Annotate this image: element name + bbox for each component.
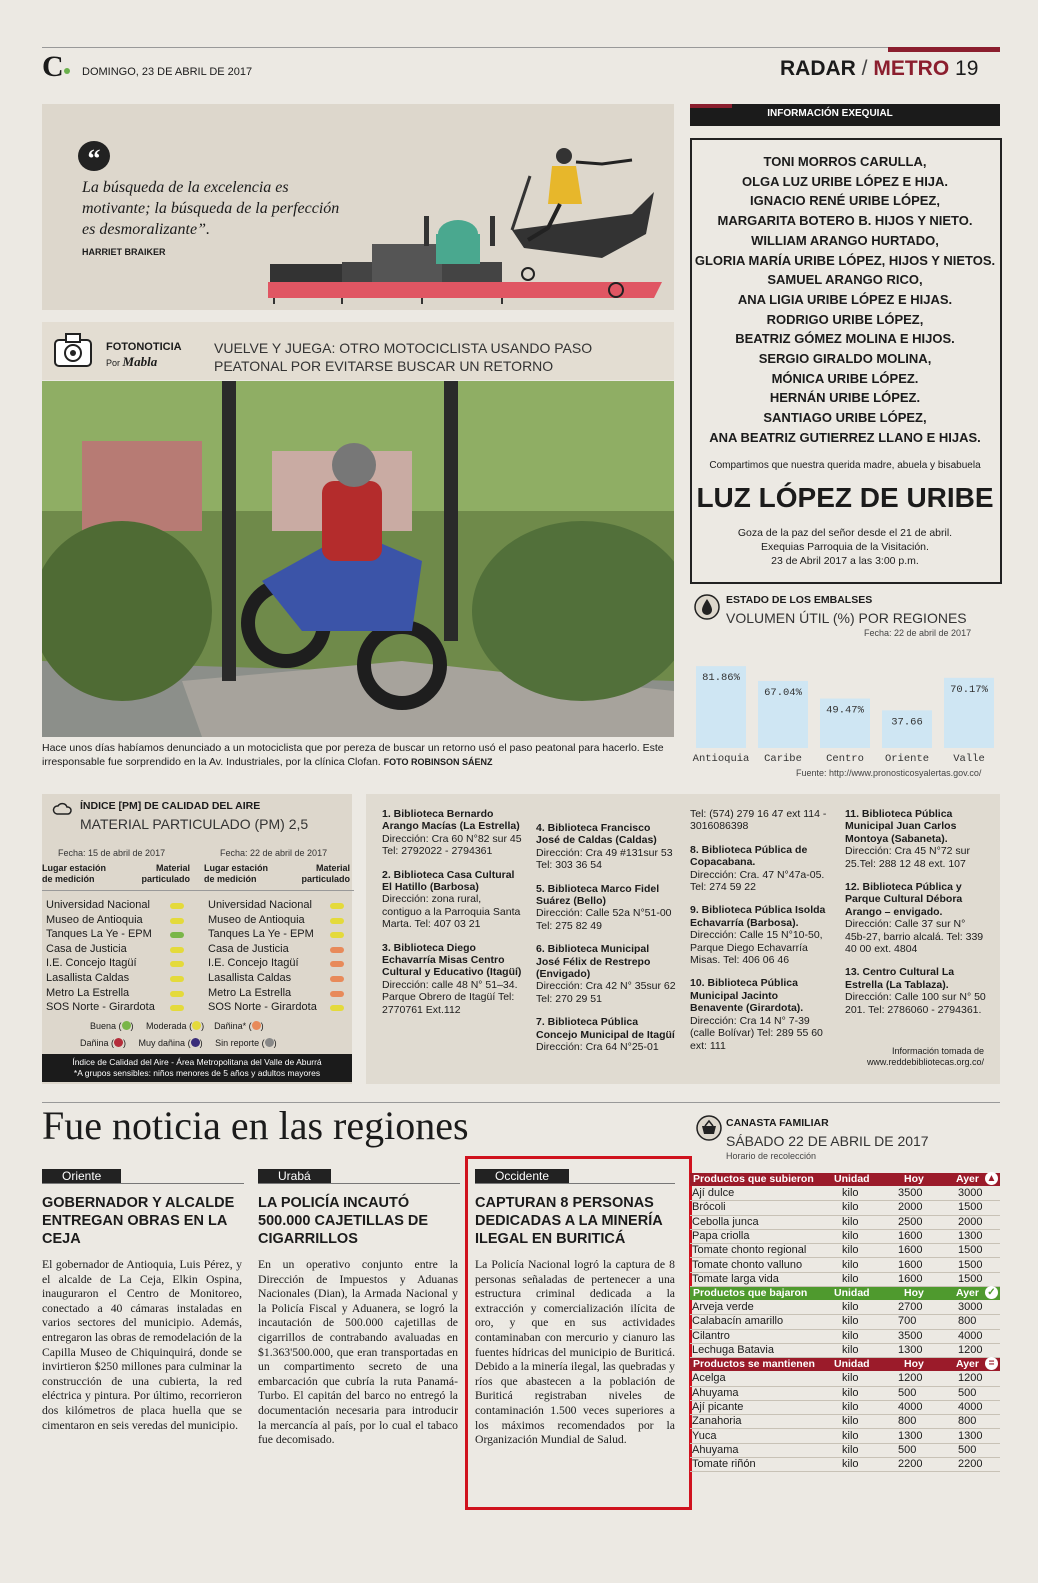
library-address: Dirección: Cra 60 N°82 sur 45 Tel: 2792022 - 2794361 — [382, 832, 522, 858]
library-name: 6. Biblioteca Municipal José Félix de Restrepo (Envigado) — [536, 943, 651, 981]
up-icon: ▲ — [986, 1173, 997, 1184]
canasta-row: Ají dulce kilo 3500 3000 — [690, 1187, 1000, 1201]
air-footer: Índice de Calidad del Aire - Área Metropolitana del Valle de Aburrá *A grupos sensibles: niños menores de 5 años y adultos mayores — [42, 1054, 352, 1082]
library-name: 10. Biblioteca Pública Municipal Jacinto Benavente (Girardota). — [690, 977, 804, 1015]
section-header: RADAR / METRO 19 — [780, 57, 979, 80]
library-entry — [845, 808, 987, 870]
air-level-indicator — [330, 961, 344, 967]
air-station-name: Museo de Antioquia — [208, 913, 305, 926]
air-quality-subtitle: MATERIAL PARTICULADO (PM) 2,5 — [80, 816, 309, 832]
bar-value-label: 49.47% — [826, 704, 864, 717]
news-body-oriente: El gobernador de Antioquia, Luis Pérez, y el alcalde de La Ceja, Elkin Ospina, inauguraron el Centro de Monitoreo, conectado a 40 cámaras instaladas en varios sectores del municipio. Además, entregaron las obras de remodelación de la Capilla Museo de Chiquinquirá, donde se invirtieron $250 millones para culminar la construcción de una cubierta, la red eléctrica y pintura. Por último, recorrieron dos kilómetros de placa huella que se cimentaron en seis veredas del municipio. — [42, 1258, 242, 1432]
air-station-name: Lasallista Caldas — [208, 972, 292, 984]
air-station-name: Metro La Estrella — [46, 986, 130, 999]
quote-text: La búsqueda de la excelencia es motivante; la búsqueda de la perfección es desmoralizante”. — [82, 179, 340, 238]
category-label: Caribe — [764, 753, 802, 765]
library-entry — [382, 942, 522, 1016]
canasta-row: Ahuyama kilo 500 500 — [690, 1387, 1000, 1401]
air-station-name: Universidad Nacional — [208, 899, 312, 911]
library-name: 7. Biblioteca Pública Concejo Municipal de Itagüí — [536, 1016, 675, 1041]
air-station-name: Casa de Justicia — [208, 942, 289, 955]
canasta-row: Tomate riñón kilo 2200 2200 — [690, 1458, 1000, 1472]
air-station-name: Museo de Antioquia — [46, 913, 143, 926]
library-address: Dirección: Calle 37 sur N° 45b-27, barrio alcalá. Tel: 339 40 00 ext. 4804 — [845, 918, 984, 956]
section-metro: METRO — [873, 57, 950, 80]
canasta-row: Tomate chonto regional kilo 1600 1500 — [690, 1244, 1000, 1258]
fotonoticia-label: FOTONOTICIA — [106, 341, 182, 353]
canasta-row: Cilantro kilo 3500 4000 — [690, 1330, 1000, 1344]
tag-rule — [258, 1183, 460, 1184]
news-headline-uraba: LA POLICÍA INCAUTÓ 500.000 CAJETILLAS DE CIGARRILLOS — [258, 1195, 429, 1247]
news-headline-occidente: CAPTURAN 8 PERSONAS DEDICADAS A LA MINERÍA ILEGAL EN BURITICÁ — [475, 1195, 663, 1247]
libraries-source: Información tomada de www.reddebibliotecas.org.co/ — [866, 1046, 984, 1067]
motorcycle-photo — [42, 381, 674, 737]
library-name: 4. Biblioteca Francisco José de Caldas (Caldas) — [536, 822, 657, 847]
exequial-info: Goza de la paz del señor desde el 21 de abril. Exequias Parroquia de la Visitación. 23 de Abril 2017 a las 3:00 p.m. — [737, 527, 953, 567]
library-entry — [382, 869, 522, 931]
header-rule — [42, 47, 1000, 48]
bar-value-label: 81.86% — [702, 672, 740, 685]
library-entry — [536, 943, 676, 1005]
library-entry — [382, 808, 522, 858]
library-address: Dirección: zona rural, contiguo a la Parroquia Santa Marta. Tel: 407 03 21 — [382, 893, 521, 931]
tag-occidente: Occidente — [475, 1169, 569, 1183]
water-drop-icon — [694, 594, 720, 620]
library-name: 1. Biblioteca Bernardo Arango Macías (La Estrella) — [382, 808, 520, 833]
camera-icon — [52, 328, 96, 372]
canasta-row: Ahuyama kilo 500 500 — [690, 1444, 1000, 1458]
news-body-occidente: La Policía Nacional logró la captura de 8 personas señaladas de pertenecer a una estructura criminal dedicada a la extracción y comercialización ilícita de oro, y que en sus actividades contaminaban con mercurio y cianuro las fuentes hídricas del municipio de Buriticá. Debido a la minería ilegal, las quebradas y ríos que abastecen a la población de Buriticá registraban niveles de contaminación 1.500 veces superiores a los máximos recomendados por la Organización Mundial de Salud. — [475, 1258, 675, 1447]
legend-moderate-dot — [192, 1021, 201, 1030]
library-entry — [690, 904, 830, 966]
embalses-chart — [690, 640, 1000, 765]
canasta-group-header: Productos que bajaron Unidad Hoy Ayer ✓ — [690, 1287, 1000, 1300]
regions-title: Fue noticia en las regiones — [42, 1103, 469, 1148]
highlight-frame — [465, 1156, 692, 1510]
air-col-station-left: Lugar estación de medición — [42, 863, 107, 884]
library-name: 11. Biblioteca Pública Municipal Juan Carlos Montoya (Sabaneta). — [845, 808, 957, 845]
air-date-right: Fecha: 22 de abril de 2017 — [220, 848, 328, 858]
library-name: 3. Biblioteca Diego Echavarría Misas Centro Cultural y Educativo (Itagüí) — [382, 941, 522, 979]
bar-value-label: 37.66 — [891, 716, 923, 729]
canasta-group-header: Productos que subieron Unidad Hoy Ayer ▲ — [690, 1173, 1000, 1186]
library-address: Dirección: Cra 42 N° 35sur 62 Tel: 270 29 51 — [536, 980, 676, 1005]
embalses-subtitle: VOLUMEN ÚTIL (%) POR REGIONES — [726, 610, 967, 626]
air-level-indicator — [170, 991, 184, 997]
section-radar: RADAR — [780, 57, 856, 80]
canasta-row: Lechuga Batavia kilo 1300 1200 — [690, 1344, 1000, 1358]
embalses-date: Fecha: 22 de abril de 2017 — [864, 628, 972, 638]
library-entry — [845, 966, 987, 1016]
quote-author: HARRIET BRAIKER — [82, 247, 166, 257]
air-station-name: I.E. Concejo Itagüí — [208, 957, 299, 970]
canasta-title: CANASTA FAMILIAR — [726, 1117, 829, 1129]
library-entry — [536, 822, 676, 872]
category-label: Oriente — [884, 753, 930, 765]
canasta-row: Papa criolla kilo 1600 1300 — [690, 1230, 1000, 1244]
tag-rule — [42, 1183, 244, 1184]
air-station-name: Tanques La Ye - EPM — [208, 928, 314, 941]
fotonoticia-caption: Hace unos días habíamos denunciado a un motociclista que por pereza de buscar un retorno usó el paso peatonal para hacerlo. Este irresponsable fue sorprendido en la Av. Industriales, por la clínica Clofan. FOTO ROBINSON SÁENZ — [42, 742, 664, 768]
canasta-subtitle: Horario de recolección — [726, 1151, 817, 1161]
legend-good-dot — [122, 1021, 131, 1030]
library-entry — [690, 844, 830, 894]
library-entry — [690, 977, 830, 1051]
fotonoticia-por: Por Mabla — [106, 354, 158, 369]
header-accent-bar — [888, 47, 1000, 52]
library-name: 12. Biblioteca Pública y Parque Cultural Débora Arango – envigado. — [845, 881, 963, 918]
equal-icon: = — [985, 1357, 998, 1370]
canasta-row: Calabacín amarillo kilo 700 800 — [690, 1315, 1000, 1329]
air-station-name: I.E. Concejo Itagüí — [46, 957, 137, 970]
air-level-indicator — [330, 947, 344, 953]
canasta-row: Yuca kilo 1300 1300 — [690, 1430, 1000, 1444]
canasta-row: Brócoli kilo 2000 1500 — [690, 1201, 1000, 1215]
newspaper-logo: C — [42, 50, 64, 83]
air-col-pm-right: Material particulado — [301, 863, 350, 884]
libraries-col-1 — [382, 808, 522, 1027]
library-entry — [690, 808, 830, 833]
exequial-names: TONI MORROS CARULLA, OLGA LUZ URIBE LÓPEZ E HIJA. IGNACIO RENÉ URIBE LÓPEZ, MARGARITA BOTERO B. HIJOS Y NIETO. WILLIAM ARANGO HURTADO, GLORIA MARÍA URIBE LÓPEZ, HIJOS Y NIETOS. SAMUEL ARANGO RICO, ANA LIGIA URIBE LÓPEZ E HIJAS. RODRIGO URIBE LÓPEZ, BEATRIZ GÓMEZ MOLINA E HIJOS. SERGIO GIRALDO MOLINA, MÓNICA URIBE LÓPEZ. HERNÁN URIBE LÓPEZ. SANTIAGO URIBE LÓPEZ, ANA BEATRIZ GUTIERREZ LLANO E HIJAS. — [694, 154, 996, 445]
library-address: Dirección: Cra 49 #131sur 53 Tel: 303 36 54 — [536, 846, 673, 872]
library-name: 9. Biblioteca Pública Isolda Echavarría (Barbosa). — [690, 904, 826, 929]
canasta-group-header: Productos se mantienen Unidad Hoy Ayer = — [690, 1358, 1000, 1371]
embalses-source: Fuente: http://www.pronosticosyalertas.gov.co/ — [796, 768, 982, 778]
air-level-indicator — [170, 961, 184, 967]
canasta-row: Acelga kilo 1200 1200 — [690, 1372, 1000, 1386]
mabla-signature: Mabla — [122, 354, 158, 369]
air-station-name: Universidad Nacional — [46, 899, 150, 911]
category-label: Centro — [826, 753, 864, 765]
air-level-indicator — [170, 1005, 184, 1011]
library-address: Dirección: Cra. 47 N°47a-05. Tel: 274 59 22 — [690, 868, 825, 894]
down-icon: ✓ — [985, 1286, 998, 1299]
news-headline-oriente: GOBERNADOR Y ALCALDE ENTREGAN OBRAS EN LA CEJA — [42, 1195, 235, 1247]
air-quality-title: ÍNDICE [PM] DE CALIDAD DEL AIRE — [80, 800, 261, 812]
library-name: 2. Biblioteca Casa Cultural El Hatillo (Barbosa) — [382, 868, 515, 894]
air-level-indicator — [170, 918, 184, 924]
library-address: Dirección: Cra 45 N°72 sur 25.Tel: 288 12 48 ext. 107 — [845, 845, 970, 870]
air-level-indicator — [330, 903, 344, 909]
libraries-col-4 — [845, 808, 987, 1027]
fotonoticia-title: VUELVE Y JUEGA: OTRO MOTOCICLISTA USANDO PASO PEATONAL POR EVITARSE BUSCAR UN RETORNO — [214, 340, 593, 374]
library-name: 8. Biblioteca Pública de Copacabana. — [690, 843, 808, 869]
library-name: 5. Biblioteca Marco Fidel Suárez (Bello) — [536, 882, 660, 908]
embalses-title: ESTADO DE LOS EMBALSES — [726, 594, 873, 606]
air-level-indicator — [330, 918, 344, 924]
air-level-indicator — [170, 903, 184, 909]
news-body-uraba: En un operativo conjunto entre la Dirección de Impuestos y Aduanas Nacionales (Dian), la Armada Nacional y la Policía Fiscal y Aduanera, se logró la incautación de 500.000 cajetillas de cigarrillos de contrabando avaluadas en $1.363'500.000, que eran transportadas en un compartimento secreto de una embarcación que cubría la ruta Panamá-Turbo. El capitán del barco no entregó la documentación necesaria para introducir la mercancía al país, por lo cual el tabaco fue decomisado. — [258, 1258, 458, 1447]
air-level-indicator — [330, 991, 344, 997]
library-entry — [536, 883, 676, 933]
library-entry — [536, 1016, 676, 1053]
air-station-name: Lasallista Caldas — [46, 972, 130, 984]
libraries-col-3 — [690, 808, 830, 1063]
canasta-row: Tomate chonto valluno kilo 1600 1500 — [690, 1259, 1000, 1273]
air-level-indicator — [330, 976, 344, 982]
library-entry — [845, 881, 987, 955]
cloud-icon — [52, 798, 74, 820]
air-station-name: Casa de Justicia — [46, 942, 127, 955]
legend-no-report-dot — [265, 1038, 274, 1047]
canasta-row: Ají picante kilo 4000 4000 — [690, 1401, 1000, 1415]
basket-icon — [696, 1115, 722, 1141]
air-station-name: Metro La Estrella — [208, 986, 292, 999]
canasta-row: Cebolla junca kilo 2500 2000 — [690, 1216, 1000, 1230]
air-level-indicator — [170, 932, 184, 938]
air-date-left: Fecha: 15 de abril de 2017 — [58, 848, 166, 858]
library-address: Dirección: Cra 14 N° 7-39 (calle Bolívar) Tel: 289 55 60 ext: 111 — [690, 1014, 823, 1052]
canasta-date: SÁBADO 22 DE ABRIL DE 2017 — [726, 1133, 929, 1149]
air-level-indicator — [170, 976, 184, 982]
canasta-row: Arveja verde kilo 2700 3000 — [690, 1301, 1000, 1315]
photo-credit: FOTO ROBINSON SÁENZ — [383, 757, 493, 767]
exequial-title: INFORMACIÓN EXEQUIAL — [767, 108, 893, 119]
library-name: 13. Centro Cultural La Estrella (La Tablaza). — [845, 966, 955, 991]
bar-value-label: 70.17% — [950, 683, 988, 696]
tag-oriente: Oriente — [42, 1169, 121, 1183]
library-address: Tel: (574) 279 16 47 ext 114 - 3016086398 — [690, 808, 827, 833]
air-station-name: SOS Norte - Girardota — [208, 1001, 317, 1014]
air-level-indicator — [330, 1005, 344, 1011]
air-level-indicator — [330, 932, 344, 938]
library-address: Dirección: Calle 100 sur N° 50 201. Tel: 2786060 - 2794361. — [845, 991, 986, 1016]
library-address: Dirección: Calle 15 N°10-50, Parque Diego Echavarría Misas. Tel: 406 06 46 — [690, 929, 823, 967]
category-label: Valle — [953, 753, 985, 765]
legend-very-harmful-dot — [191, 1038, 200, 1047]
air-station-name: SOS Norte - Girardota — [46, 1001, 155, 1014]
air-col-station-right: Lugar estación de medición — [204, 863, 269, 884]
legend-harmful-sensitive-dot — [252, 1021, 261, 1030]
logo-dot-icon — [64, 68, 70, 74]
air-level-indicator — [170, 947, 184, 953]
air-legend: Buena ( ) Moderada ( ) Dañina* ( ) Dañina ( ) Muy dañina ( ) Sin reporte ( ) — [80, 1021, 277, 1048]
air-rule — [42, 890, 354, 891]
bar-value-label: 67.04% — [764, 686, 802, 699]
libraries-col-2 — [536, 822, 676, 1065]
library-address: Dirección: Calle 52a N°51-00 Tel: 275 82 49 — [536, 907, 672, 932]
issue-date: DOMINGO, 23 DE ABRIL DE 2017 — [82, 66, 253, 78]
tag-uraba: Urabá — [258, 1169, 331, 1183]
canasta-row: Tomate larga vida kilo 1600 1500 — [690, 1273, 1000, 1287]
library-address: Dirección: calle 48 N° 51–34. Parque Obrero de Itagüí Tel: 2770761 Ext.112 — [382, 978, 518, 1016]
air-station-name: Tanques La Ye - EPM — [46, 928, 152, 941]
category-label: Antioquia — [692, 753, 750, 765]
legend-harmful-dot — [114, 1038, 123, 1047]
exequial-share-text: Compartimos que nuestra querida madre, abuela y bisabuela — [709, 460, 981, 471]
exequial-deceased-name: LUZ LÓPEZ DE URIBE — [696, 482, 994, 513]
air-col-pm-left: Material particulado — [141, 863, 190, 884]
library-address: Dirección: Cra 64 N°25-01 — [536, 1041, 659, 1054]
canasta-row: Zanahoria kilo 800 800 — [690, 1415, 1000, 1429]
quote-mark-icon: “ — [78, 141, 110, 171]
page-number: 19 — [955, 57, 979, 80]
